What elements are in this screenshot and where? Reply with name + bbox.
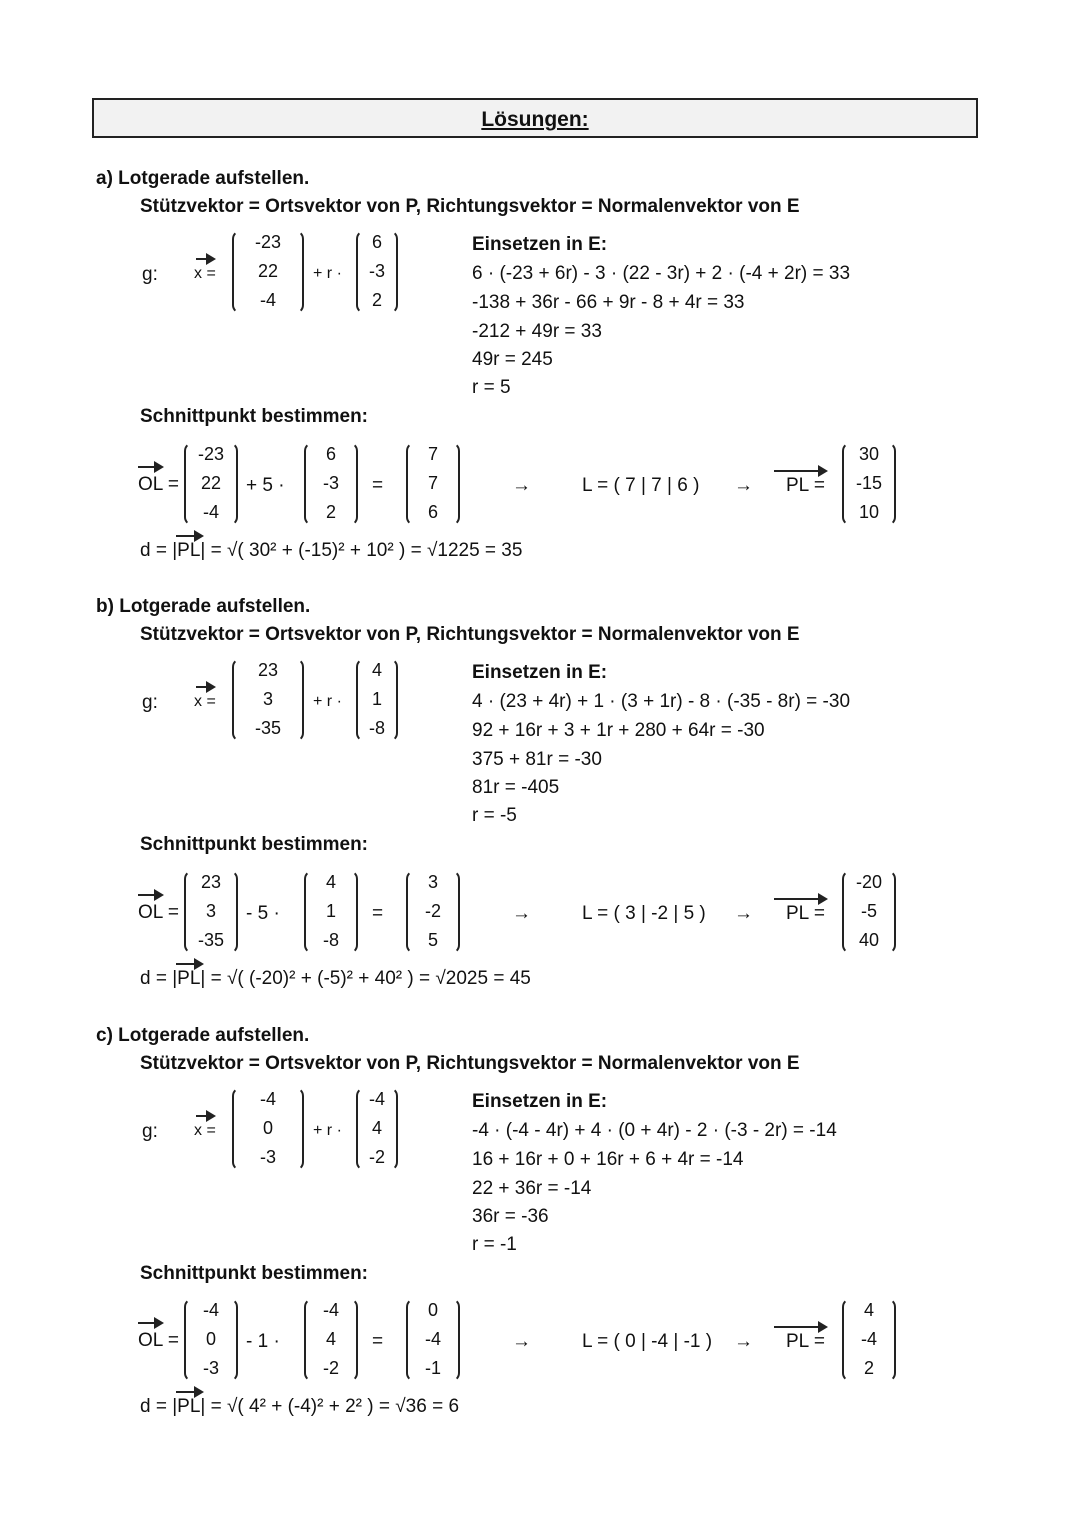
vector-entry: -4 — [424, 1329, 441, 1349]
part-b-g-label: g: — [142, 692, 158, 713]
vector-entry: 30 — [858, 444, 880, 464]
part-b-pl-eq: PL = — [786, 903, 825, 924]
part-a-arrow-2: → — [734, 475, 753, 496]
part-a-insert-line-5: r = 5 — [472, 377, 511, 398]
part-a-pl-arrow — [774, 470, 826, 472]
part-a-ol-vector-1 — [184, 442, 238, 526]
vector-entry: -2 — [424, 901, 441, 921]
part-b-ol-operator: - 5 · — [246, 903, 280, 924]
vector-entry: -4 — [202, 502, 219, 522]
vector-entry: 7 — [427, 473, 438, 493]
part-b-ol-arrow — [138, 894, 162, 896]
part-a-distance: d = |PL| = √( 30² + (-15)² + 10² ) = √1225 = 35 — [140, 540, 523, 561]
part-a-x-eq: x = — [194, 265, 216, 282]
vector-entry: 5 — [427, 930, 438, 950]
part-b-arrow-1: → — [512, 903, 531, 924]
vector-entry: 4 — [371, 660, 382, 680]
part-b-schnitt-title: Schnittpunkt bestimmen: — [140, 834, 369, 855]
vector-entry: 0 — [262, 1118, 273, 1138]
vector-entry: -35 — [254, 718, 281, 738]
vector-entry: 4 — [371, 1118, 382, 1138]
vector-entry: 22 — [200, 473, 222, 493]
vector-entry: -1 — [424, 1358, 441, 1378]
part-a-insert-title: Einsetzen in E: — [472, 234, 608, 255]
vector-entry: 1 — [371, 689, 382, 709]
vector-entry: 10 — [858, 502, 880, 522]
part-b-ol-result-vector — [406, 870, 460, 954]
part-a-g-support-vector — [232, 230, 304, 314]
part-c-pl-eq: PL = — [786, 1331, 825, 1352]
part-b-title: b) Lotgerade aufstellen. — [96, 596, 311, 617]
part-c-g-label: g: — [142, 1121, 158, 1142]
vector-entry: 23 — [200, 872, 222, 892]
part-c-insert-line-2: 16 + 16r + 0 + 16r + 6 + 4r = -14 — [472, 1149, 744, 1170]
vector-entry: 7 — [427, 444, 438, 464]
part-b-g-support-vector — [232, 658, 304, 742]
part-c-arrow-1: → — [512, 1331, 531, 1352]
part-c-title: c) Lotgerade aufstellen. — [96, 1025, 310, 1046]
vector-entry: -23 — [254, 232, 281, 252]
part-b-ol-eq: OL = — [138, 902, 180, 923]
part-c-schnitt-title: Schnittpunkt bestimmen: — [140, 1263, 369, 1284]
vector-entry: 0 — [427, 1300, 438, 1320]
part-c-arrow-2: → — [734, 1331, 753, 1352]
part-c-ol-arrow — [138, 1322, 162, 1324]
vector-entry: 4 — [863, 1300, 874, 1320]
part-a-ol-equals: = — [372, 475, 384, 496]
vector-entry: -3 — [259, 1147, 276, 1167]
part-c-insert-line-4: 36r = -36 — [472, 1206, 549, 1227]
vector-entry: 2 — [325, 502, 336, 522]
part-c-plus-r: + r · — [313, 1122, 342, 1139]
part-c-ol-vector-1 — [184, 1298, 238, 1382]
part-b-support-line: Stützvektor = Ortsvektor von P, Richtungsvektor = Normalenvektor von E — [140, 624, 800, 645]
page-title: Lösungen: — [481, 108, 589, 131]
vector-entry: 3 — [427, 872, 438, 892]
vector-entry: -4 — [259, 290, 276, 310]
part-a-schnitt-title: Schnittpunkt bestimmen: — [140, 406, 369, 427]
vector-entry: -8 — [368, 718, 385, 738]
part-c-ol-operator: - 1 · — [246, 1331, 280, 1352]
part-b-arrow-2: → — [734, 903, 753, 924]
vector-entry: -2 — [368, 1147, 385, 1167]
vector-entry: 40 — [858, 930, 880, 950]
vector-entry: -23 — [197, 444, 224, 464]
vector-entry: 6 — [371, 232, 382, 252]
part-a-support-line: Stützvektor = Ortsvektor von P, Richtungsvektor = Normalenvektor von E — [140, 196, 800, 217]
part-a-ol-arrow — [138, 466, 162, 468]
part-b-insert-line-2: 92 + 16r + 3 + 1r + 280 + 64r = -30 — [472, 720, 765, 741]
vector-entry: 0 — [205, 1329, 216, 1349]
part-c-L-point: L = ( 0 | -4 | -1 ) — [582, 1331, 713, 1352]
vector-entry: -4 — [322, 1300, 339, 1320]
part-a-ol-vector-2 — [304, 442, 358, 526]
part-c-ol-vector-2 — [304, 1298, 358, 1382]
part-b-ol-equals: = — [372, 903, 384, 924]
part-c-x-eq: x = — [194, 1122, 216, 1139]
vector-entry: 4 — [325, 1329, 336, 1349]
part-a-d-arrow — [176, 535, 202, 537]
part-a-insert-line-3: -212 + 49r = 33 — [472, 321, 602, 342]
part-b-insert-line-4: 81r = -405 — [472, 777, 560, 798]
vector-entry: -2 — [322, 1358, 339, 1378]
part-b-pl-vector — [842, 870, 896, 954]
vector-entry: -35 — [197, 930, 224, 950]
header-box — [92, 98, 978, 138]
vector-entry: -20 — [855, 872, 882, 892]
vector-entry: 6 — [325, 444, 336, 464]
vector-entry: -8 — [322, 930, 339, 950]
part-b-plus-r: + r · — [313, 693, 342, 710]
part-c-ol-eq: OL = — [138, 1330, 180, 1351]
part-b-d-arrow — [176, 963, 202, 965]
vector-entry: 23 — [257, 660, 279, 680]
vector-entry: -15 — [855, 473, 882, 493]
vector-entry: 22 — [257, 261, 279, 281]
vector-entry: -3 — [368, 261, 385, 281]
part-b-L-point: L = ( 3 | -2 | 5 ) — [582, 903, 706, 924]
part-b-x-eq: x = — [194, 693, 216, 710]
vector-entry: 1 — [325, 901, 336, 921]
part-c-insert-line-1: -4 · (-4 - 4r) + 4 · (0 + 4r) - 2 · (-3 - 2r) = -14 — [472, 1120, 837, 1141]
vector-entry: -5 — [860, 901, 877, 921]
part-b-insert-line-5: r = -5 — [472, 805, 517, 826]
vector-entry: 4 — [325, 872, 336, 892]
vector-entry: -3 — [202, 1358, 219, 1378]
part-a-plus-r: + r · — [313, 265, 342, 282]
part-a-title: a) Lotgerade aufstellen. — [96, 168, 310, 189]
vector-entry: -4 — [259, 1089, 276, 1109]
part-a-pl-vector — [842, 442, 896, 526]
part-a-ol-operator: + 5 · — [246, 475, 285, 496]
vector-entry: -4 — [368, 1089, 385, 1109]
part-a-insert-line-4: 49r = 245 — [472, 349, 553, 370]
part-c-g-direction-vector — [356, 1087, 398, 1171]
part-a-ol-eq: OL = — [138, 474, 180, 495]
part-c-pl-arrow — [774, 1326, 826, 1328]
part-a-g-label: g: — [142, 264, 158, 285]
part-b-insert-title: Einsetzen in E: — [472, 662, 608, 683]
vector-entry: -4 — [860, 1329, 877, 1349]
vector-entry: -3 — [322, 473, 339, 493]
part-c-d-arrow — [176, 1391, 202, 1393]
vector-entry: 3 — [205, 901, 216, 921]
part-a-insert-line-1: 6 · (-23 + 6r) - 3 · (22 - 3r) + 2 · (-4 + 2r) = 33 — [472, 263, 851, 284]
part-a-ol-result-vector — [406, 442, 460, 526]
part-c-ol-equals: = — [372, 1331, 384, 1352]
part-b-insert-line-3: 375 + 81r = -30 — [472, 749, 602, 770]
part-a-L-point: L = ( 7 | 7 | 6 ) — [582, 475, 700, 496]
part-a-arrow-1: → — [512, 475, 531, 496]
vector-entry: 2 — [371, 290, 382, 310]
part-b-ol-vector-1 — [184, 870, 238, 954]
part-b-insert-line-1: 4 · (23 + 4r) + 1 · (3 + 1r) - 8 · (-35 - 8r) = -30 — [472, 691, 851, 712]
part-b-pl-arrow — [774, 898, 826, 900]
part-c-support-line: Stützvektor = Ortsvektor von P, Richtungsvektor = Normalenvektor von E — [140, 1053, 800, 1074]
part-c-insert-line-3: 22 + 36r = -14 — [472, 1178, 592, 1199]
part-c-pl-vector — [842, 1298, 896, 1382]
part-b-distance: d = |PL| = √( (-20)² + (-5)² + 40² ) = √2025 = 45 — [140, 968, 531, 989]
vector-entry: 6 — [427, 502, 438, 522]
part-b-g-direction-vector — [356, 658, 398, 742]
vector-entry: 2 — [863, 1358, 874, 1378]
part-c-distance: d = |PL| = √( 4² + (-4)² + 2² ) = √36 = 6 — [140, 1396, 460, 1417]
part-a-insert-line-2: -138 + 36r - 66 + 9r - 8 + 4r = 33 — [472, 292, 745, 313]
part-a-g-direction-vector — [356, 230, 398, 314]
vector-entry: -4 — [202, 1300, 219, 1320]
part-b-ol-vector-2 — [304, 870, 358, 954]
part-c-insert-line-5: r = -1 — [472, 1234, 517, 1255]
part-c-x-arrow — [196, 1115, 214, 1117]
vector-entry: 3 — [262, 689, 273, 709]
part-c-ol-result-vector — [406, 1298, 460, 1382]
part-c-g-support-vector — [232, 1087, 304, 1171]
part-b-x-arrow — [196, 686, 214, 688]
part-c-insert-title: Einsetzen in E: — [472, 1091, 608, 1112]
part-a-pl-eq: PL = — [786, 475, 825, 496]
part-a-x-arrow — [196, 258, 214, 260]
